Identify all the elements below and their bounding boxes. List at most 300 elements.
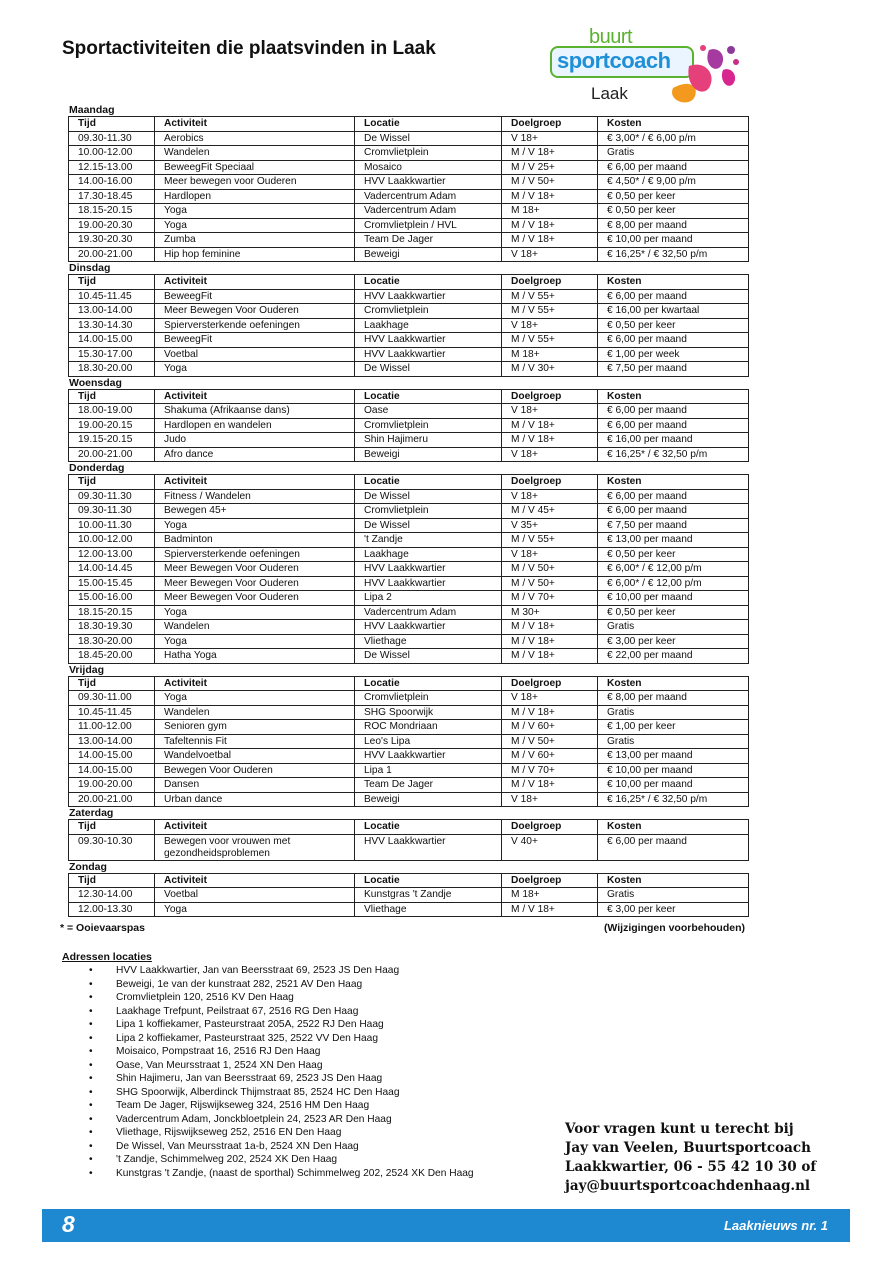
table-cell: M 18+	[502, 347, 598, 362]
list-item	[86, 978, 474, 992]
table-cell: Hip hop feminine	[155, 247, 355, 262]
table-row	[69, 304, 749, 319]
contact-box	[565, 1120, 816, 1196]
table-cell: € 16,25* / € 32,50 p/m	[598, 792, 749, 807]
table-cell: 09.30-10.30	[69, 834, 155, 860]
day-heading: Vrijdag	[69, 663, 105, 676]
column-header: Doelgroep	[502, 676, 598, 691]
table-cell: Bewegen Voor Ouderen	[155, 763, 355, 778]
column-header: Locatie	[355, 275, 502, 290]
column-header: Kosten	[598, 820, 749, 835]
address-text: SHG Spoorwijk, Alberdinck Thijmstraat 85, 2524 HC Den Haag	[116, 1086, 400, 1098]
table-cell: Vadercentrum Adam	[355, 189, 502, 204]
table-row	[69, 233, 749, 248]
table-cell: Yoga	[155, 902, 355, 917]
table-cell: De Wissel	[355, 649, 502, 664]
table-cell: M / V 18+	[502, 634, 598, 649]
table-cell: 09.30-11.30	[69, 131, 155, 146]
table-cell: € 6,00 per maand	[598, 834, 749, 860]
schedule-table	[68, 819, 749, 861]
column-header: Activiteit	[155, 475, 355, 490]
table-row	[69, 649, 749, 664]
table-cell: 18.15-20.15	[69, 204, 155, 219]
table-cell: € 16,25* / € 32,50 p/m	[598, 447, 749, 462]
logo-sub-text: Laak	[591, 84, 628, 103]
table-row	[69, 160, 749, 175]
table-row	[69, 705, 749, 720]
list-item	[86, 1072, 474, 1086]
table-cell: € 6,00 per maand	[598, 289, 749, 304]
table-row	[69, 362, 749, 377]
table-cell: € 6,00 per maand	[598, 418, 749, 433]
table-cell: € 6,00* / € 12,00 p/m	[598, 562, 749, 577]
schedule-table	[68, 873, 749, 918]
address-text: De Wissel, Van Meursstraat 1a-b, 2524 XN Den Haag	[116, 1140, 359, 1152]
bullet-icon: •	[89, 1127, 93, 1138]
schedule-tables	[68, 104, 748, 917]
table-cell: 10.00-11.30	[69, 518, 155, 533]
table-cell: Badminton	[155, 533, 355, 548]
table-cell: € 16,00 per maand	[598, 433, 749, 448]
table-cell: € 1,00 per keer	[598, 720, 749, 735]
table-cell: Cromvlietplein / HVL	[355, 218, 502, 233]
column-header: Activiteit	[155, 676, 355, 691]
table-cell: Mosaico	[355, 160, 502, 175]
table-cell: € 10,00 per maand	[598, 763, 749, 778]
table-cell: Shakuma (Afrikaanse dans)	[155, 404, 355, 419]
address-text: 't Zandje, Schimmelweg 202, 2524 XK Den Haag	[116, 1154, 338, 1165]
table-cell: Gratis	[598, 705, 749, 720]
table-cell: 10.45-11.45	[69, 289, 155, 304]
column-header: Doelgroep	[502, 117, 598, 132]
table-row	[69, 504, 749, 519]
table-cell: Fitness / Wandelen	[155, 489, 355, 504]
table-cell: HVV Laakkwartier	[355, 562, 502, 577]
column-header: Tijd	[69, 389, 155, 404]
list-item	[86, 1032, 474, 1046]
table-row	[69, 447, 749, 462]
table-cell: Lipa 1	[355, 763, 502, 778]
table-cell: 13.00-14.00	[69, 304, 155, 319]
schedule-table	[68, 676, 749, 808]
table-cell: V 40+	[502, 834, 598, 860]
column-header: Tijd	[69, 676, 155, 691]
list-item	[86, 1153, 474, 1167]
table-cell: 12.15-13.00	[69, 160, 155, 175]
table-cell: Yoga	[155, 634, 355, 649]
table-cell: € 0,50 per keer	[598, 547, 749, 562]
table-row	[69, 247, 749, 262]
table-header-row	[69, 873, 749, 888]
schedule-table	[68, 389, 749, 463]
table-header-row	[69, 820, 749, 835]
day-heading: Dinsdag	[69, 262, 111, 274]
table-cell: € 0,50 per keer	[598, 204, 749, 219]
table-cell: Bewegen 45+	[155, 504, 355, 519]
schedule-table	[68, 474, 749, 664]
table-cell: Dansen	[155, 778, 355, 793]
list-item	[86, 1059, 474, 1073]
table-cell: € 13,00 per maand	[598, 749, 749, 764]
bullet-icon: •	[89, 965, 93, 976]
address-text: Beweigi, 1e van der kunstraat 282, 2521 AV Den Haag	[116, 978, 363, 990]
table-cell: M / V 18+	[502, 146, 598, 161]
table-cell: M / V 55+	[502, 289, 598, 304]
table-cell: M / V 45+	[502, 504, 598, 519]
table-cell: € 0,50 per keer	[598, 318, 749, 333]
column-header: Locatie	[355, 676, 502, 691]
logo-splash-icon	[665, 40, 740, 108]
table-cell: 19.00-20.30	[69, 218, 155, 233]
table-cell: € 6,00* / € 12,00 p/m	[598, 576, 749, 591]
table-cell: M / V 30+	[502, 362, 598, 377]
table-cell: € 10,00 per maand	[598, 778, 749, 793]
table-cell: Voetbal	[155, 888, 355, 903]
bullet-icon: •	[89, 1046, 93, 1057]
table-cell: De Wissel	[355, 362, 502, 377]
table-cell: Yoga	[155, 605, 355, 620]
column-header: Kosten	[598, 117, 749, 132]
column-header: Locatie	[355, 820, 502, 835]
table-cell: HVV Laakkwartier	[355, 620, 502, 635]
table-cell: M / V 18+	[502, 620, 598, 635]
column-header: Locatie	[355, 475, 502, 490]
table-cell: 20.00-21.00	[69, 447, 155, 462]
table-cell: 15.00-16.00	[69, 591, 155, 606]
list-item	[86, 1018, 474, 1032]
table-cell: M / V 60+	[502, 720, 598, 735]
table-cell: M / V 18+	[502, 218, 598, 233]
column-header: Kosten	[598, 475, 749, 490]
table-row	[69, 204, 749, 219]
table-cell: 14.00-15.00	[69, 749, 155, 764]
table-cell: HVV Laakkwartier	[355, 289, 502, 304]
table-cell: SHG Spoorwijk	[355, 705, 502, 720]
table-cell: € 0,50 per keer	[598, 605, 749, 620]
table-cell: M / V 55+	[502, 333, 598, 348]
table-cell: Vadercentrum Adam	[355, 204, 502, 219]
table-cell: M / V 50+	[502, 576, 598, 591]
table-cell: M / V 18+	[502, 418, 598, 433]
table-cell: De Wissel	[355, 518, 502, 533]
table-cell: 19.30-20.30	[69, 233, 155, 248]
address-text: Lipa 2 koffiekamer, Pasteurstraat 325, 2522 VV Den Haag	[116, 1032, 379, 1044]
column-header: Activiteit	[155, 117, 355, 132]
table-cell: Meer Bewegen Voor Ouderen	[155, 591, 355, 606]
table-cell: Gratis	[598, 734, 749, 749]
table-row	[69, 189, 749, 204]
table-row	[69, 218, 749, 233]
table-row	[69, 489, 749, 504]
table-row	[69, 620, 749, 635]
column-header: Locatie	[355, 873, 502, 888]
table-cell: 19.00-20.15	[69, 418, 155, 433]
table-cell: Yoga	[155, 362, 355, 377]
table-cell: Cromvlietplein	[355, 146, 502, 161]
table-cell: 18.15-20.15	[69, 605, 155, 620]
table-cell: Spierversterkende oefeningen	[155, 318, 355, 333]
day-heading: Donderdag	[69, 462, 125, 474]
column-header: Activiteit	[155, 873, 355, 888]
table-cell: 20.00-21.00	[69, 792, 155, 807]
table-cell: M / V 18+	[502, 705, 598, 720]
table-cell: V 18+	[502, 447, 598, 462]
table-cell: M / V 50+	[502, 175, 598, 190]
table-cell: M 30+	[502, 605, 598, 620]
column-header: Locatie	[355, 117, 502, 132]
table-cell: BeweegFit	[155, 289, 355, 304]
table-cell: € 6,00 per maand	[598, 333, 749, 348]
column-header: Locatie	[355, 389, 502, 404]
bullet-icon: •	[89, 1086, 93, 1098]
table-cell: Beweigi	[355, 247, 502, 262]
table-cell: Cromvlietplein	[355, 304, 502, 319]
column-header: Kosten	[598, 389, 749, 404]
column-header: Kosten	[598, 873, 749, 888]
table-cell: Meer Bewegen Voor Ouderen	[155, 562, 355, 577]
table-cell: Oase	[355, 404, 502, 419]
table-cell: 13.00-14.00	[69, 734, 155, 749]
table-row	[69, 533, 749, 548]
table-cell: Yoga	[155, 691, 355, 706]
table-cell: 15.00-15.45	[69, 576, 155, 591]
contact-line: Voor vragen kunt u terecht bij	[565, 1121, 794, 1137]
magazine-issue: Laaknieuws nr. 1	[723, 1218, 828, 1233]
table-cell: Cromvlietplein	[355, 691, 502, 706]
table-row	[69, 792, 749, 807]
table-cell: Kunstgras 't Zandje	[355, 888, 502, 903]
table-row	[69, 318, 749, 333]
table-row	[69, 720, 749, 735]
addresses-heading: Adressen locaties	[62, 951, 152, 963]
table-row	[69, 888, 749, 903]
column-header: Tijd	[69, 275, 155, 290]
address-text: Cromvlietplein 120, 2516 KV Den Haag	[116, 992, 294, 1003]
address-text: HVV Laakkwartier, Jan van Beersstraat 69, 2523 JS Den Haag	[116, 965, 400, 976]
table-row	[69, 749, 749, 764]
table-cell: 19.00-20.00	[69, 778, 155, 793]
column-header: Doelgroep	[502, 275, 598, 290]
table-row	[69, 404, 749, 419]
table-row	[69, 175, 749, 190]
table-cell: Bewegen voor vrouwen met gezondheidsproblemen	[155, 834, 355, 860]
column-header: Kosten	[598, 676, 749, 691]
list-item	[86, 1005, 474, 1019]
column-header: Tijd	[69, 117, 155, 132]
table-cell: € 10,00 per maand	[598, 233, 749, 248]
list-item	[86, 1140, 474, 1154]
bullet-icon: •	[89, 978, 93, 990]
table-cell: € 7,50 per maand	[598, 362, 749, 377]
table-cell: M / V 55+	[502, 304, 598, 319]
table-cell: 09.30-11.30	[69, 504, 155, 519]
table-row	[69, 131, 749, 146]
footer-bar	[42, 1209, 850, 1242]
table-cell: M 18+	[502, 888, 598, 903]
table-cell: € 13,00 per maand	[598, 533, 749, 548]
table-cell: € 16,25* / € 32,50 p/m	[598, 247, 749, 262]
bullet-icon: •	[89, 1167, 93, 1179]
table-cell: € 3,00* / € 6,00 p/m	[598, 131, 749, 146]
column-header: Kosten	[598, 275, 749, 290]
table-row	[69, 289, 749, 304]
table-cell: Team De Jager	[355, 233, 502, 248]
table-cell: 14.00-14.45	[69, 562, 155, 577]
column-header: Doelgroep	[502, 873, 598, 888]
disclaimer-note: (Wijzigingen voorbehouden)	[603, 922, 745, 934]
table-cell: Spierversterkende oefeningen	[155, 547, 355, 562]
buurtsportcoach-logo	[545, 26, 740, 108]
table-cell: 18.00-19.00	[69, 404, 155, 419]
table-cell: Aerobics	[155, 131, 355, 146]
table-cell: € 6,00 per maand	[598, 489, 749, 504]
table-row	[69, 146, 749, 161]
table-cell: € 22,00 per maand	[598, 649, 749, 664]
table-cell: 09.30-11.30	[69, 489, 155, 504]
table-cell: M / V 50+	[502, 562, 598, 577]
table-cell: 18.30-20.00	[69, 634, 155, 649]
table-cell: Gratis	[598, 146, 749, 161]
table-cell: M / V 50+	[502, 734, 598, 749]
bullet-icon: •	[89, 1005, 93, 1017]
table-row	[69, 562, 749, 577]
table-cell: De Wissel	[355, 489, 502, 504]
table-cell: Meer bewegen voor Ouderen	[155, 175, 355, 190]
table-cell: 13.30-14.30	[69, 318, 155, 333]
table-cell: € 3,00 per keer	[598, 634, 749, 649]
table-cell: 18.45-20.00	[69, 649, 155, 664]
table-cell: M / V 18+	[502, 189, 598, 204]
table-cell: 11.00-12.00	[69, 720, 155, 735]
list-item	[86, 1099, 474, 1113]
column-header: Tijd	[69, 475, 155, 490]
table-cell: Laakhage	[355, 547, 502, 562]
table-cell: € 6,00 per maand	[598, 404, 749, 419]
table-cell: € 0,50 per keer	[598, 189, 749, 204]
address-text: Lipa 1 koffiekamer, Pasteurstraat 205A, 2522 RJ Den Haag	[116, 1019, 384, 1030]
bullet-icon: •	[89, 1100, 93, 1111]
table-cell: Yoga	[155, 518, 355, 533]
table-cell: 14.00-15.00	[69, 763, 155, 778]
table-cell: V 18+	[502, 489, 598, 504]
table-cell: € 6,00 per maand	[598, 504, 749, 519]
table-row	[69, 433, 749, 448]
table-cell: 10.00-12.00	[69, 533, 155, 548]
table-cell: Meer Bewegen Voor Ouderen	[155, 576, 355, 591]
table-cell: Cromvlietplein	[355, 504, 502, 519]
bullet-icon: •	[89, 1113, 93, 1125]
table-cell: Hatha Yoga	[155, 649, 355, 664]
table-cell: V 18+	[502, 691, 598, 706]
table-cell: M / V 60+	[502, 749, 598, 764]
table-cell: Meer Bewegen Voor Ouderen	[155, 304, 355, 319]
column-header: Tijd	[69, 820, 155, 835]
bullet-icon: •	[89, 1032, 93, 1044]
column-header: Tijd	[69, 873, 155, 888]
table-cell: 10.45-11.45	[69, 705, 155, 720]
table-row	[69, 518, 749, 533]
table-cell: Yoga	[155, 204, 355, 219]
table-header-row	[69, 475, 749, 490]
table-cell: € 6,00 per maand	[598, 160, 749, 175]
table-row	[69, 734, 749, 749]
table-cell: Leo's Lipa	[355, 734, 502, 749]
table-cell: Wandelen	[155, 705, 355, 720]
list-item	[86, 1113, 474, 1127]
logo-top-text: buurt	[589, 26, 633, 48]
contact-line: Laakkwartier, 06 - 55 42 10 30 of	[565, 1159, 817, 1175]
table-cell: V 18+	[502, 318, 598, 333]
table-cell: M / V 18+	[502, 649, 598, 664]
table-cell: 09.30-11.00	[69, 691, 155, 706]
table-cell: M / V 55+	[502, 533, 598, 548]
column-header: Activiteit	[155, 389, 355, 404]
table-cell: M 18+	[502, 204, 598, 219]
table-row	[69, 547, 749, 562]
table-cell: Wandelvoetbal	[155, 749, 355, 764]
table-cell: Vliethage	[355, 634, 502, 649]
table-cell: HVV Laakkwartier	[355, 333, 502, 348]
table-cell: Tafeltennis Fit	[155, 734, 355, 749]
table-cell: HVV Laakkwartier	[355, 175, 502, 190]
table-header-row	[69, 117, 749, 132]
table-cell: Laakhage	[355, 318, 502, 333]
contact-line: Jay van Veelen, Buurtsportcoach	[565, 1140, 811, 1156]
list-item	[86, 964, 474, 978]
table-cell: 17.30-18.45	[69, 189, 155, 204]
table-cell: M / V 18+	[502, 433, 598, 448]
table-cell: 't Zandje	[355, 533, 502, 548]
table-cell: Team De Jager	[355, 778, 502, 793]
column-header: Activiteit	[155, 275, 355, 290]
table-cell: 12.00-13.00	[69, 547, 155, 562]
table-cell: Urban dance	[155, 792, 355, 807]
list-item	[86, 991, 474, 1005]
list-item	[86, 1126, 474, 1140]
table-cell: 18.30-19.30	[69, 620, 155, 635]
table-row	[69, 778, 749, 793]
address-text: Vadercentrum Adam, Jonckbloetplein 24, 2523 AR Den Haag	[116, 1113, 392, 1125]
table-cell: HVV Laakkwartier	[355, 347, 502, 362]
table-row	[69, 576, 749, 591]
day-heading: Zaterdag	[69, 807, 114, 819]
table-cell: € 4,50* / € 9,00 p/m	[598, 175, 749, 190]
table-cell: € 3,00 per keer	[598, 902, 749, 917]
table-cell: Cromvlietplein	[355, 418, 502, 433]
table-cell: M / V 18+	[502, 233, 598, 248]
table-row	[69, 605, 749, 620]
table-cell: 20.00-21.00	[69, 247, 155, 262]
table-cell: 19.15-20.15	[69, 433, 155, 448]
table-cell: € 8,00 per maand	[598, 691, 749, 706]
table-header-row	[69, 389, 749, 404]
table-cell: V 18+	[502, 547, 598, 562]
table-cell: M / V 70+	[502, 591, 598, 606]
table-cell: € 16,00 per kwartaal	[598, 304, 749, 319]
table-cell: Senioren gym	[155, 720, 355, 735]
table-header-row	[69, 275, 749, 290]
table-cell: HVV Laakkwartier	[355, 576, 502, 591]
address-text: Shin Hajimeru, Jan van Beersstraat 69, 2523 JS Den Haag	[116, 1073, 383, 1084]
table-cell: Vliethage	[355, 902, 502, 917]
bullet-icon: •	[89, 992, 93, 1003]
table-cell: M / V 18+	[502, 902, 598, 917]
table-cell: Beweigi	[355, 792, 502, 807]
column-header: Doelgroep	[502, 820, 598, 835]
address-text: Laakhage Trefpunt, Peilstraat 67, 2516 RG Den Haag	[116, 1005, 359, 1017]
address-text: Vliethage, Rijswijkseweg 252, 2516 EN Den Haag	[116, 1127, 342, 1138]
addresses-list	[86, 964, 474, 1180]
